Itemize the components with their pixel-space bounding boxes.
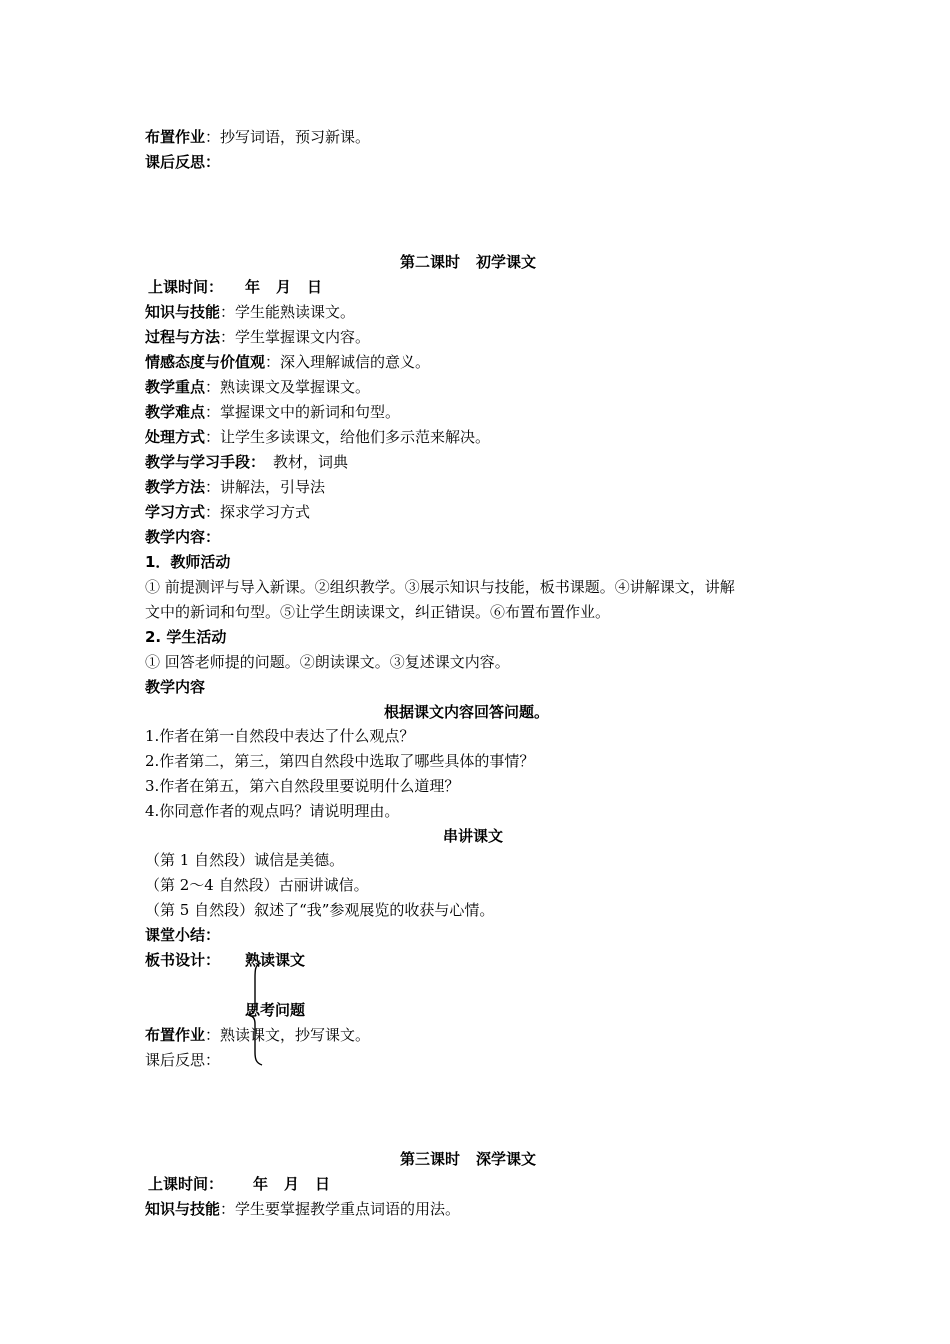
heading-lesson-title: 深学课文 xyxy=(476,1150,537,1168)
emotion-value: ：深入理解诚信的意义。 xyxy=(265,353,431,371)
student-activity-heading: 2. 学生活动 xyxy=(145,628,227,646)
section2-handling xyxy=(145,427,490,447)
means-label: 教学与学习手段： xyxy=(145,453,266,471)
homework-label: 布置作业 xyxy=(145,128,206,146)
knowledge-value: ：学生要掌握教学重点词语的用法。 xyxy=(220,1200,461,1218)
board-design-label: 板书设计： xyxy=(145,951,221,969)
board-item-1: 熟读课文 xyxy=(245,951,306,969)
method-value: ：讲解法，引导法 xyxy=(205,478,326,496)
heading-lesson-number: 第三课时 xyxy=(400,1150,461,1168)
section2-heading xyxy=(400,252,536,272)
teacher-activity-line-1: ① 前提测评与导入新课。②组织教学。③展示知识与技能，板书课题。④讲解课文，讲解 xyxy=(145,578,735,596)
study-label: 学习方式 xyxy=(145,503,206,521)
knowledge-value: ：学生能熟读课文。 xyxy=(220,303,356,321)
teacher-activity-line-2: 文中的新词和句型。⑤让学生朗读课文，纠正错误。⑥布置布置作业。 xyxy=(145,603,611,621)
question-item: 1.作者在第一自然段中表达了什么观点？ xyxy=(145,727,415,745)
section2-emotion xyxy=(145,352,430,372)
teacher-activity-heading: 1．教师活动 xyxy=(145,553,231,571)
class-time-label: 上课时间： xyxy=(148,278,224,296)
class-time-month: 月 xyxy=(284,1175,300,1193)
explain-item: （第 2～4 自然段）古丽讲诚信。 xyxy=(145,876,369,894)
homework-value: ：抄写词语，预习新课。 xyxy=(205,128,371,146)
section2-method xyxy=(145,477,325,497)
method-label: 教学方法 xyxy=(145,478,206,496)
class-time-day: 日 xyxy=(307,278,323,296)
question-item: 4.你同意作者的观点吗？请说明理由。 xyxy=(145,802,400,820)
section2-knowledge xyxy=(145,302,355,322)
class-time-year: 年 xyxy=(245,278,261,296)
explain-item: （第 1 自然段）诚信是美德。 xyxy=(145,851,345,869)
section1-reflection: 课后反思： xyxy=(145,153,221,171)
section2-reflection: 课后反思： xyxy=(145,1051,221,1069)
board-brace-icon xyxy=(247,962,267,1066)
section2-study xyxy=(145,502,310,522)
section2-process xyxy=(145,327,370,347)
class-time-label: 上课时间： xyxy=(148,1175,224,1193)
section2-key-point xyxy=(145,377,370,397)
homework-value: ：熟读课文，抄写课文。 xyxy=(205,1026,371,1044)
key-point-label: 教学重点 xyxy=(145,378,206,396)
questions-heading: 根据课文内容回答问题。 xyxy=(384,703,550,721)
process-label: 过程与方法 xyxy=(145,328,221,346)
section1-homework xyxy=(145,127,370,147)
question-item: 2.作者第二，第三，第四自然段中选取了哪些具体的事情？ xyxy=(145,752,535,770)
section2-homework xyxy=(145,1025,370,1045)
heading-lesson-number: 第二课时 xyxy=(400,253,461,271)
section2-content2-label: 教学内容 xyxy=(145,678,206,696)
explain-heading: 串讲课文 xyxy=(443,827,504,845)
section3-heading xyxy=(400,1149,536,1169)
knowledge-label: 知识与技能 xyxy=(145,303,221,321)
class-time-month: 月 xyxy=(276,278,292,296)
section2-class-time xyxy=(148,277,322,297)
heading-lesson-title: 初学课文 xyxy=(476,253,537,271)
class-time-day: 日 xyxy=(315,1175,331,1193)
difficulty-value: ：掌握课文中的新词和句型。 xyxy=(205,403,401,421)
handling-value: ：让学生多读课文，给他们多示范来解决。 xyxy=(205,428,491,446)
section3-class-time xyxy=(148,1174,330,1194)
question-item: 3.作者在第五，第六自然段里要说明什么道理？ xyxy=(145,777,460,795)
class-time-year: 年 xyxy=(253,1175,269,1193)
key-point-value: ：熟读课文及掌握课文。 xyxy=(205,378,371,396)
section2-means xyxy=(145,452,348,472)
board-item-2: 思考问题 xyxy=(245,1001,306,1019)
process-value: ：学生掌握课文内容。 xyxy=(220,328,371,346)
section2-difficulty xyxy=(145,402,400,422)
emotion-label: 情感态度与价值观 xyxy=(145,353,266,371)
difficulty-label: 教学难点 xyxy=(145,403,206,421)
means-value: 教材，词典 xyxy=(273,453,349,471)
summary-label: 课堂小结： xyxy=(145,926,221,944)
section2-content-label: 教学内容： xyxy=(145,528,221,546)
section3-knowledge xyxy=(145,1199,460,1219)
explain-item: （第 5 自然段）叙述了“我”参观展览的收获与心情。 xyxy=(145,901,495,919)
homework-label: 布置作业 xyxy=(145,1026,206,1044)
study-value: ：探求学习方式 xyxy=(205,503,311,521)
knowledge-label: 知识与技能 xyxy=(145,1200,221,1218)
student-activity-line: ① 回答老师提的问题。②朗读课文。③复述课文内容。 xyxy=(145,653,510,671)
handling-label: 处理方式 xyxy=(145,428,206,446)
